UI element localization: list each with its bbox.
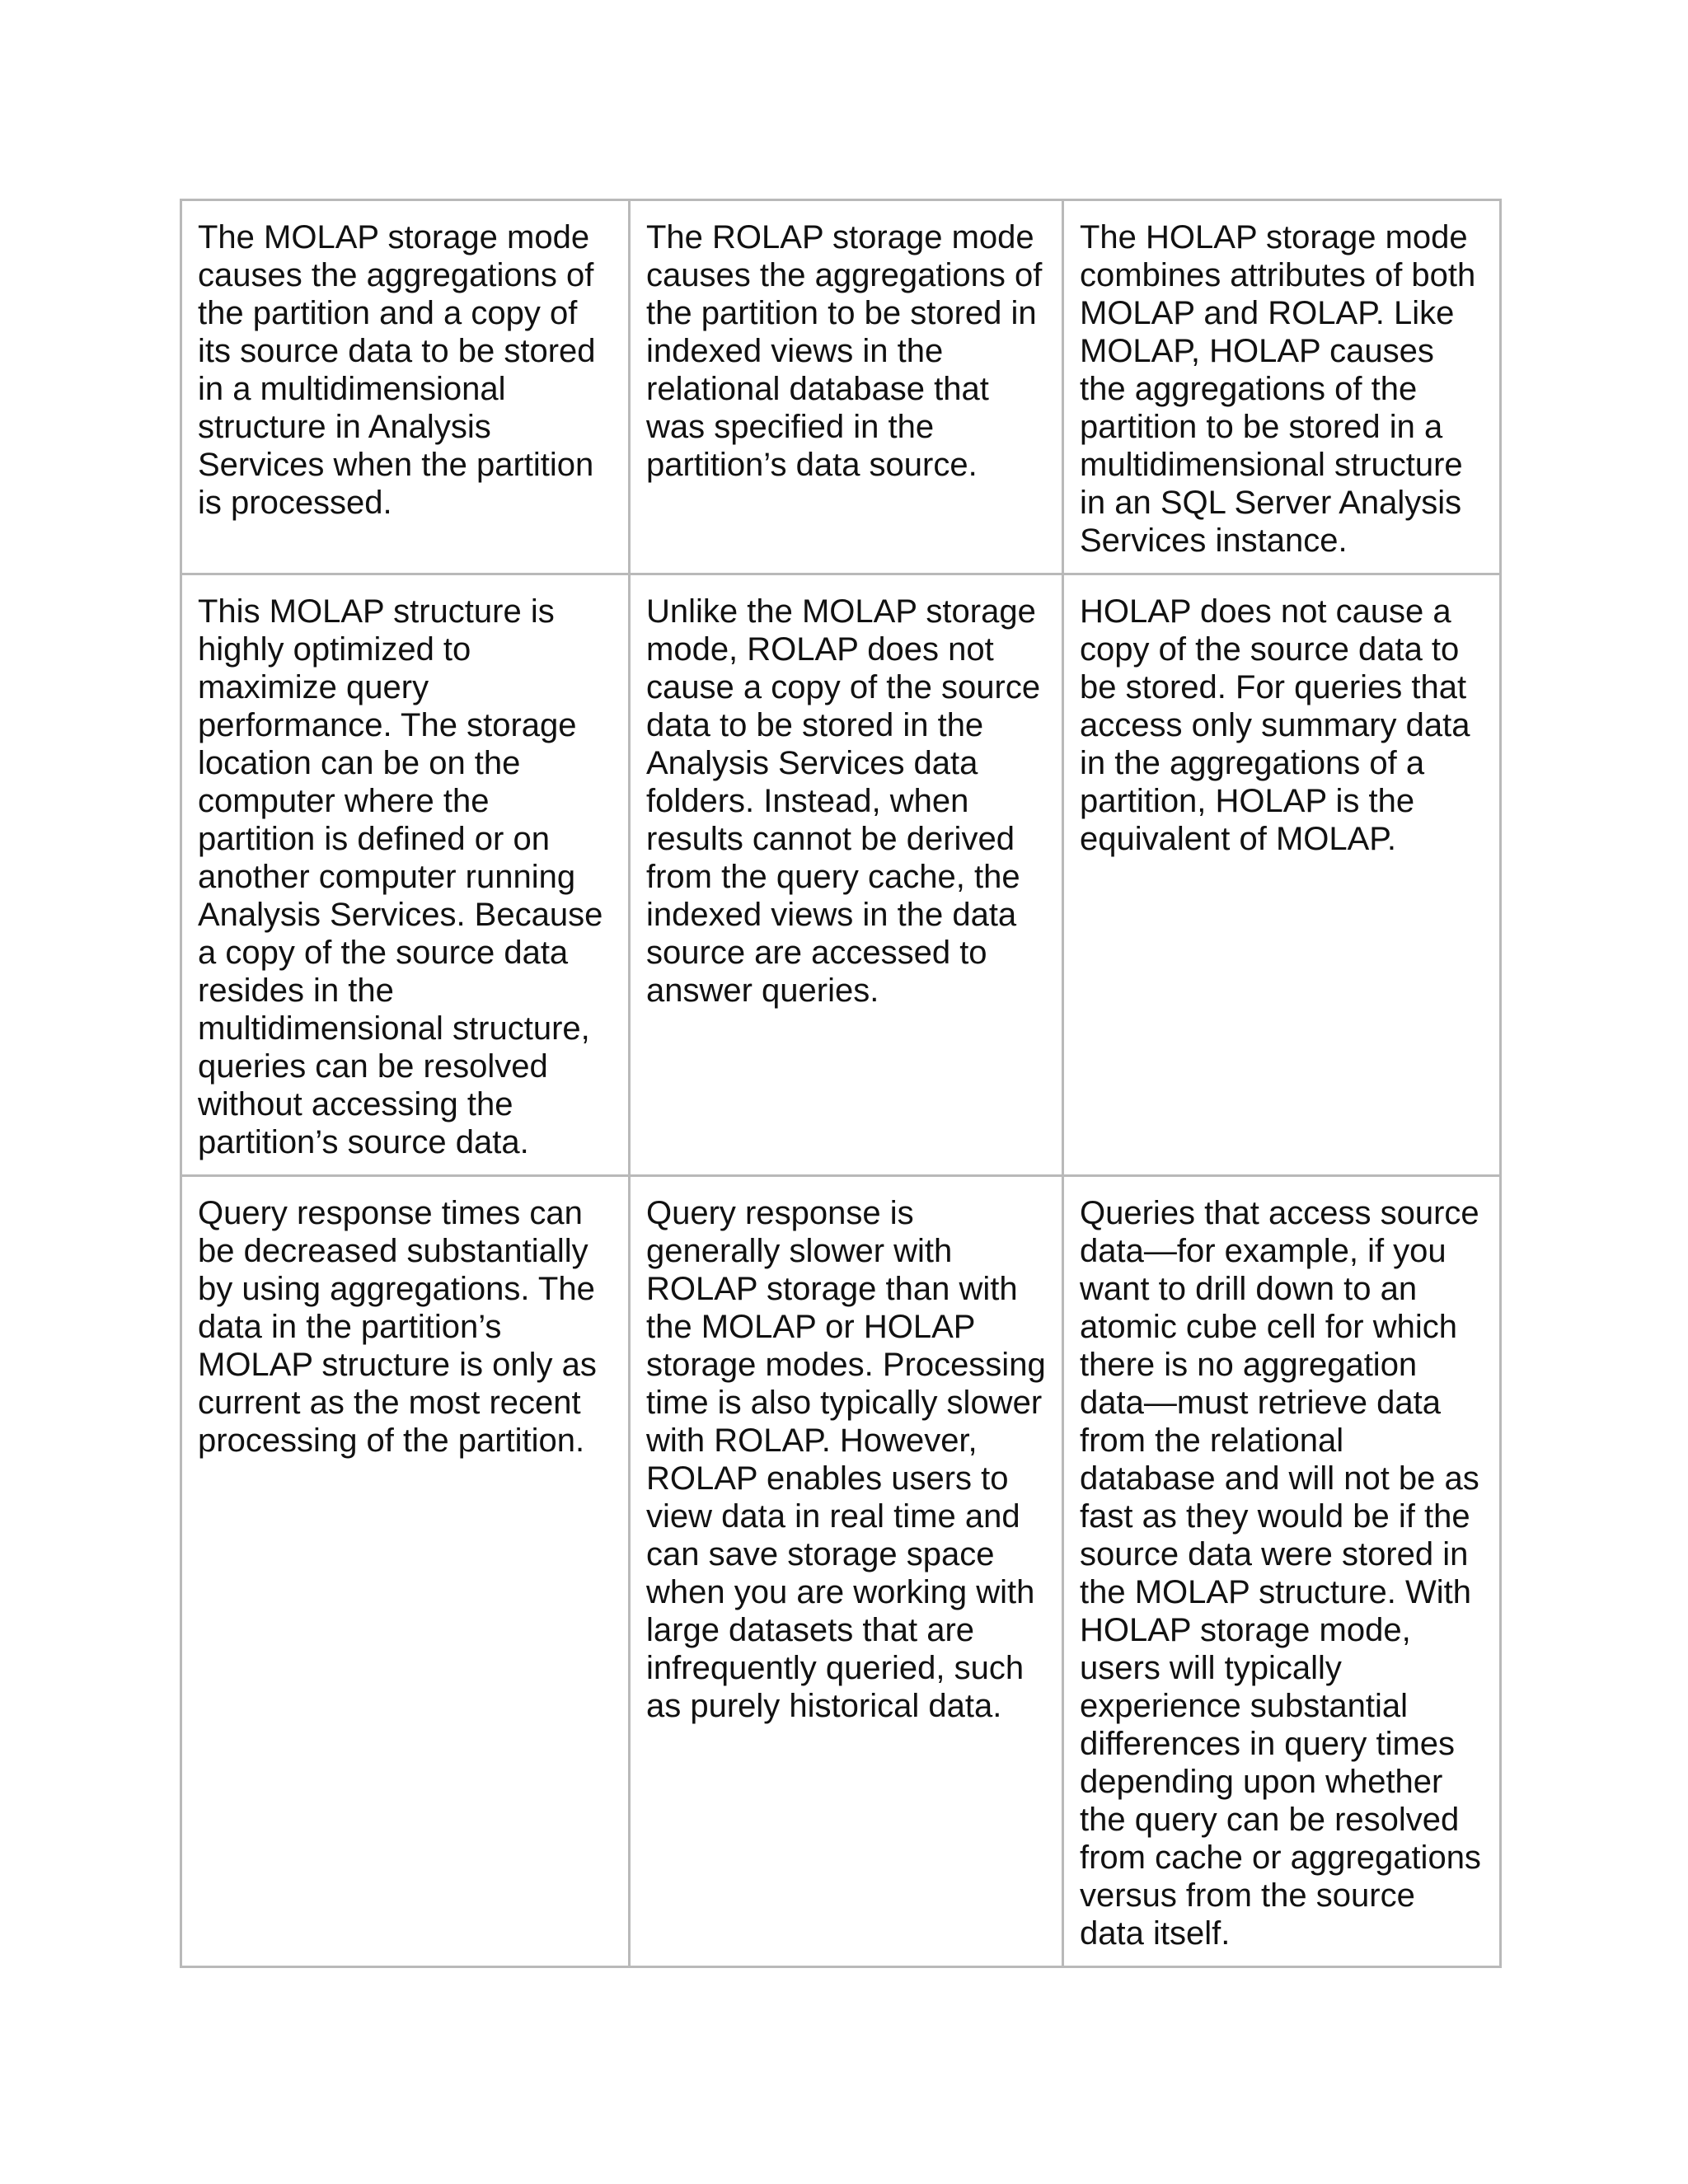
table-row	[181, 574, 1501, 1176]
holap-cell: HOLAP does not cause a copy of the source data to be stored. For queries that access only summary data in the aggregations of a partition, HOLAP is the equivalent of MOLAP.	[1063, 574, 1501, 1176]
rolap-cell: Unlike the MOLAP storage mode, ROLAP does not cause a copy of the source data to be stored in the Analysis Services data folders. Instead, when results cannot be derived from the query cache, the indexed views in the data source are accessed to answer queries.	[630, 574, 1063, 1176]
table-row	[181, 1176, 1501, 1967]
molap-cell: This MOLAP structure is highly optimized to maximize query performance. The storage location can be on the computer where the partition is defined or on another computer running Analysis Services. Because a copy of the source data resides in the multidimensional structure, queries can be resolved without accessing the partition’s source data.	[181, 574, 630, 1176]
rolap-cell: Query response is generally slower with ROLAP storage than with the MOLAP or HOLAP storage modes. Processing time is also typically slower with ROLAP. However, ROLAP enables users to view data in real time and can save storage space when you are working with large datasets that are infrequently queried, such as purely historical data.	[630, 1176, 1063, 1967]
holap-cell: Queries that access source data—for example, if you want to drill down to an atomic cube cell for which there is no aggregation data—must retrieve data from the relational database and will not be as fast as they would be if the source data were stored in the MOLAP structure. With HOLAP storage mode, users will typically experience substantial differences in query times depending upon whether the query can be resolved from cache or aggregations versus from the source data itself.	[1063, 1176, 1501, 1967]
holap-cell: The HOLAP storage mode combines attributes of both MOLAP and ROLAP. Like MOLAP, HOLAP causes the aggregations of the partition to be stored in a multidimensional structure in an SQL Server Analysis Services instance.	[1063, 200, 1501, 574]
molap-cell: Query response times can be decreased substantially by using aggregations. The data in the partition’s MOLAP structure is only as current as the most recent processing of the partition.	[181, 1176, 630, 1967]
table-row	[181, 200, 1501, 574]
rolap-cell: The ROLAP storage mode causes the aggregations of the partition to be stored in indexed views in the relational database that was specified in the partition’s data source.	[630, 200, 1063, 574]
molap-cell: The MOLAP storage mode causes the aggregations of the partition and a copy of its source data to be stored in a multidimensional structure in Analysis Services when the partition is processed.	[181, 200, 630, 574]
storage-modes-table	[180, 199, 1502, 1968]
